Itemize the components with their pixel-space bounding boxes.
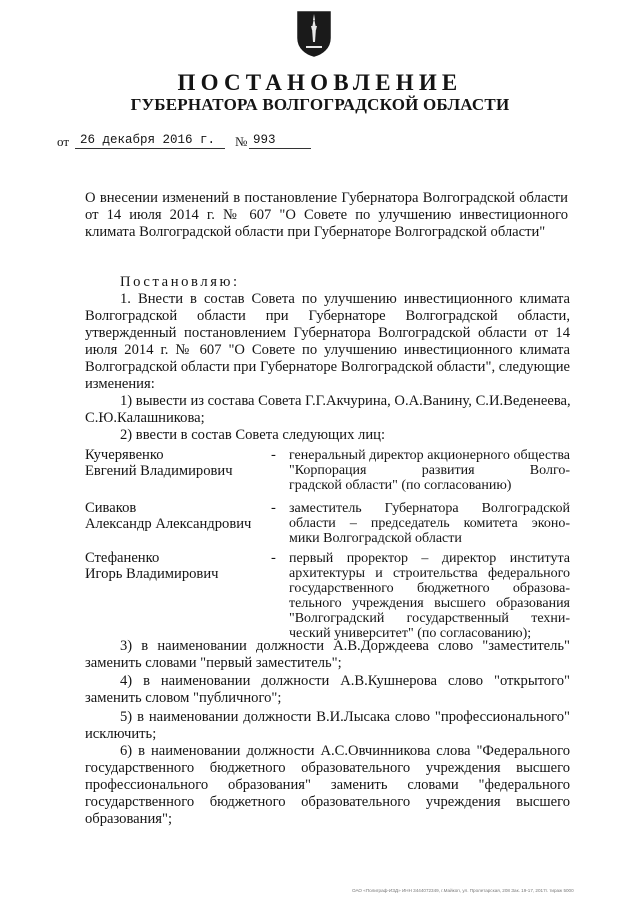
subitem-4-line-2: заменить словом "публичного";: [85, 690, 282, 706]
document-date: 26 декабря 2016 г.: [80, 133, 216, 147]
member-dash: -: [271, 447, 276, 463]
member-position-last: ческий университет" (по согласованию);: [289, 626, 532, 641]
subitem-1-line-1: 1) вывести из состава Совета Г.Г.Акчурина, О.А.Ванину, С.И.Веденеева,: [120, 393, 571, 409]
member-position: [289, 551, 570, 641]
member-position-text: заместитель Губернатора Волгоградской области – председатель комитета эконо-: [289, 501, 570, 531]
member-surname: Кучерявенко: [85, 447, 164, 463]
subitem-4-line-1: 4) в наименовании должности А.В.Кушнерова слово "открытого": [120, 673, 570, 689]
coat-of-arms-emblem: [294, 8, 334, 58]
member-surname: Стефаненко: [85, 550, 160, 566]
document-title: ПОСТАНОВЛЕНИЕ: [177, 70, 463, 95]
date-underline: [75, 148, 225, 149]
subitem-3-line-2: заменить словами "первый заместитель";: [85, 655, 342, 671]
member-position: [289, 501, 570, 546]
document-subtitle: ГУБЕРНАТОРА ВОЛГОГРАДСКОЙ ОБЛАСТИ: [130, 95, 510, 114]
member-surname: Сиваков: [85, 500, 137, 516]
subitem-2: 2) ввести в состав Совета следующих лиц:: [120, 427, 385, 443]
decree-word: Постановляю:: [120, 274, 240, 290]
member-position-text: генеральный директор акционерного общества "Корпорация развития Волго-: [289, 448, 570, 478]
subitem-5-line-2: исключить;: [85, 726, 157, 742]
member-name: [85, 550, 265, 582]
member-given-names: Евгений Владимирович: [85, 463, 233, 479]
member-dash: -: [271, 500, 276, 516]
paragraph-item-1: 1. Внести в состав Совета по улучшению инвестиционного климата Волгоградской области при Губернаторе Волгоградской области, утвержденный постановлением Губернатора Волгоградской области от 14 июля 2014 г. № 607 "О Совете по улучшению инвестиционного климата Волгоградской области при Губернаторе Волгоградской области", следующие изменения:: [85, 291, 570, 392]
number-underline: [249, 148, 311, 149]
member-given-names: Игорь Владимирович: [85, 566, 219, 582]
document-subject: О внесении изменений в постановление Губернатора Волгоградской области от 14 июля 2014 г. № 607 "О Совете по улучшению инвестиционного климата Волгоградской области при Губернаторе Волгоградской области": [85, 190, 568, 240]
member-name: [85, 447, 265, 479]
subitem-6-last-line: образования";: [85, 811, 172, 827]
member-dash: -: [271, 550, 276, 566]
date-prefix: от: [57, 134, 70, 149]
subitem-5-line-1: 5) в наименовании должности В.И.Лысака слово "профессионального": [120, 709, 570, 725]
number-sign: №: [235, 134, 248, 149]
member-given-names: Александр Александрович: [85, 516, 252, 532]
print-imprint: ОАО «Полиграф-ИЗД» ИНН 3444072349, г.Майкоп, ул. Пролетарская, 208 Зак. 19-17, 2017г. тираж 5000: [352, 888, 574, 893]
document-number: 993: [253, 133, 276, 147]
member-name: [85, 500, 265, 532]
subitem-6-text: 6) в наименовании должности А.С.Овчинникова слова "Федерального государственного бюджетного образовательного учреждения высшего профессионального образования" заменить словами "федерального государственного бюджетного образовательного учреждения высшего: [85, 743, 570, 810]
subitem-3-line-1: 3) в наименовании должности А.В.Дорждеева слово "заместитель": [120, 638, 570, 654]
member-position-last: градской области" (по согласованию): [289, 478, 512, 493]
member-position-text: первый проректор – директор института архитектуры и строительства федерального государственного бюджетного образова- тельного учреждения высшего образования "Волгоградский государственный техни-: [289, 551, 570, 626]
subitem-1-line-2: С.Ю.Калашникова;: [85, 410, 205, 426]
member-position-last: мики Волгоградской области: [289, 531, 462, 546]
member-position: [289, 448, 570, 493]
